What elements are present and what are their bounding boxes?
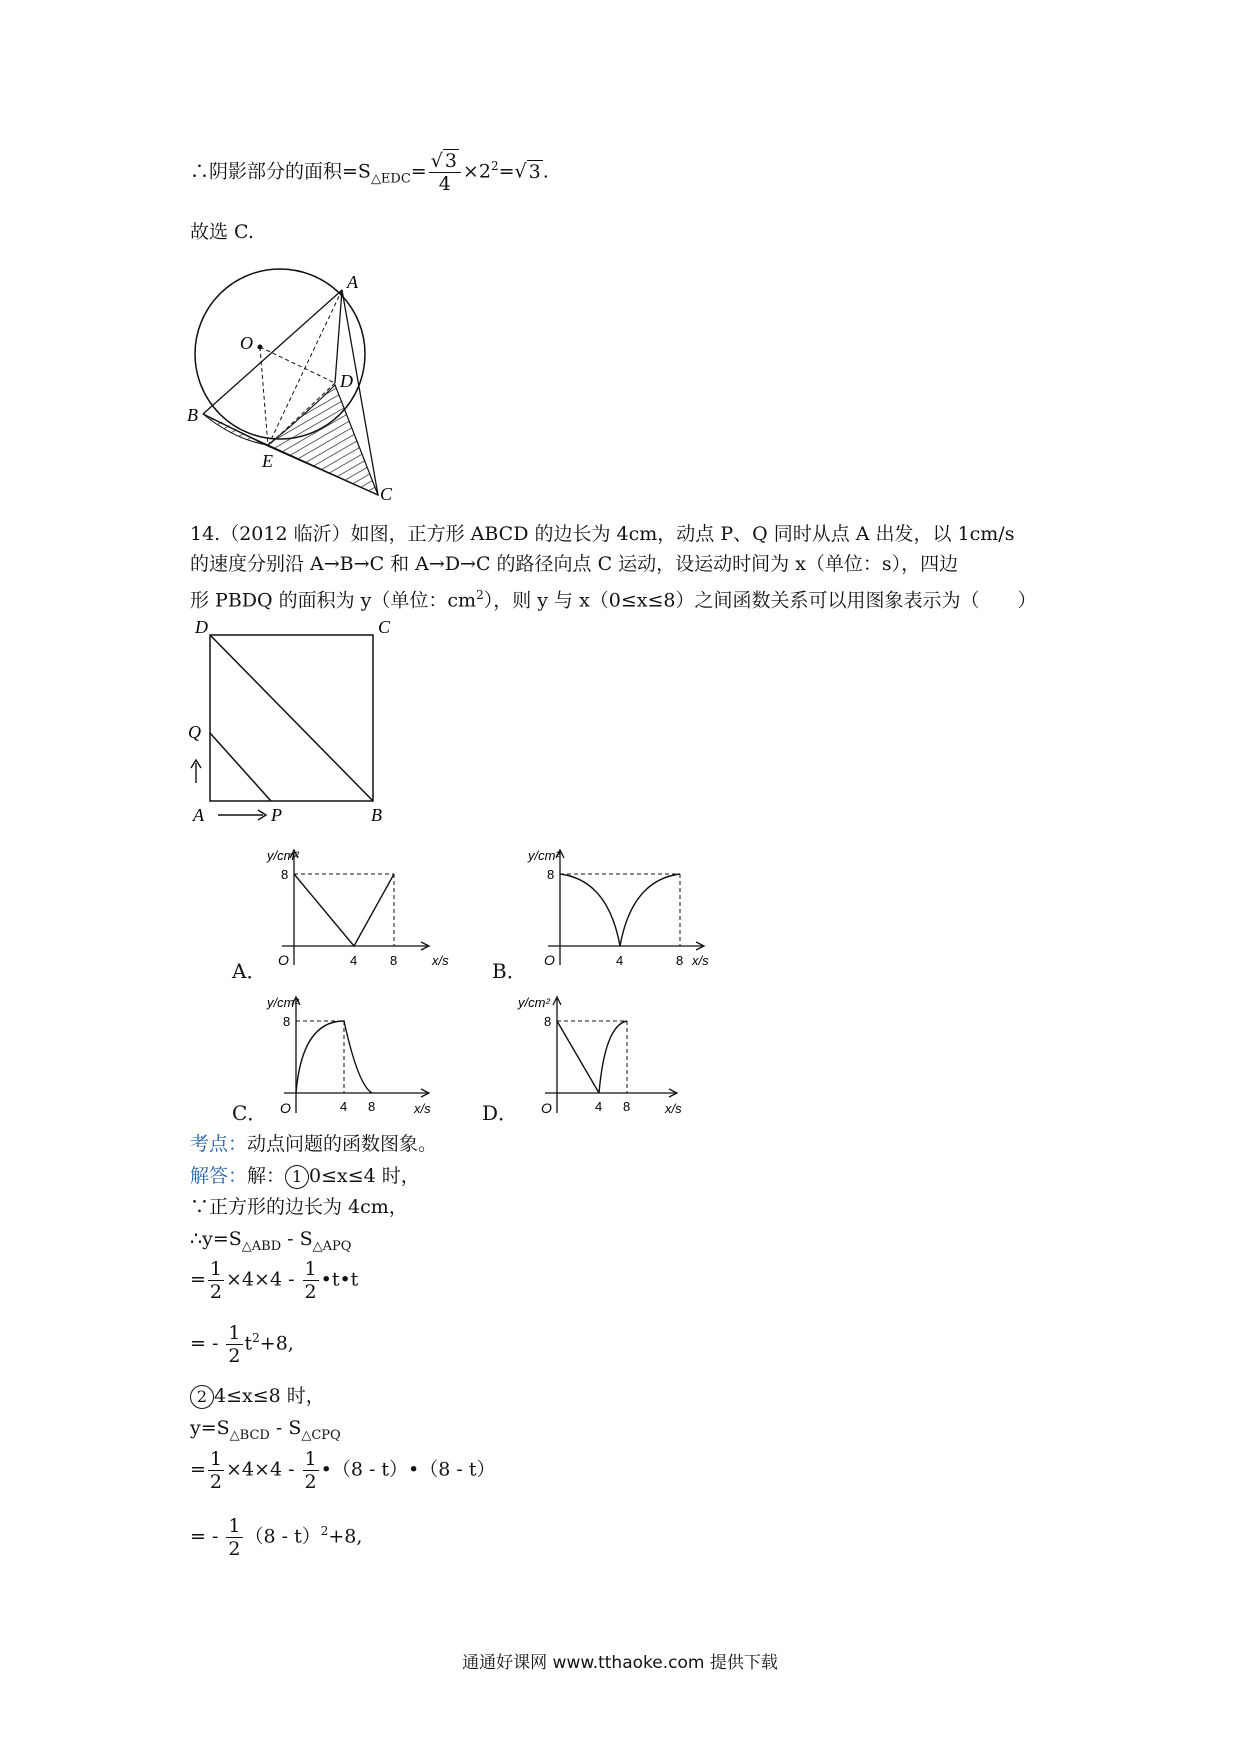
- y1-sub1: △ABD: [241, 1238, 282, 1254]
- calc-text: •（8 - t）•（8 - t）: [320, 1458, 496, 1481]
- x-axis-label: x/s: [692, 953, 709, 968]
- sup: 2: [320, 1524, 329, 1539]
- y1-line: [190, 1225, 351, 1261]
- label-A: A: [347, 272, 358, 292]
- option-b-graph[interactable]: [522, 840, 722, 980]
- y2-sub1: △BCD: [229, 1427, 270, 1443]
- half-fraction: [303, 1448, 319, 1493]
- label-D: D: [195, 617, 208, 637]
- calc-text: （8 - t）: [244, 1525, 321, 1548]
- label-E: E: [262, 451, 273, 471]
- kaodian-label: 考点：: [190, 1133, 248, 1155]
- calc-text: +8,: [259, 1332, 294, 1355]
- fraction-numerator: 3: [444, 150, 457, 172]
- tick-x-4: 4: [350, 953, 358, 968]
- calc-text: •t•t: [320, 1268, 359, 1291]
- y2-mid: - S: [269, 1417, 302, 1439]
- den: 2: [228, 1345, 241, 1367]
- case1-text: 0≤x≤4 时，: [309, 1165, 420, 1187]
- den: 2: [209, 1281, 223, 1303]
- option-b-label[interactable]: B．: [492, 959, 527, 983]
- kaodian-text: 动点问题的函数图象。: [247, 1133, 438, 1155]
- half-fraction: [226, 1322, 242, 1367]
- footer: 通通好课网 www.tthaoke.com 提供下载: [462, 1653, 778, 1673]
- case2-line: [190, 1382, 325, 1410]
- tick-x-8: 8: [390, 953, 398, 968]
- equals: =: [410, 160, 427, 183]
- x-axis-label: x/s: [665, 1101, 682, 1116]
- area-subscript: △EDC: [370, 171, 411, 187]
- question-14-line2: 的速度分别沿 A→B→C 和 A→D→C 的路径向点 C 运动，设运动时间为 x（单位：s），四边: [190, 553, 959, 575]
- square-sup: 2: [490, 159, 499, 174]
- tick-y-8: 8: [281, 867, 289, 882]
- y1-sub2: △APQ: [312, 1238, 352, 1254]
- label-D: D: [340, 371, 353, 391]
- period: .: [542, 160, 549, 183]
- tick-x-8: 8: [368, 1099, 376, 1114]
- y2-prefix: y=S: [190, 1417, 230, 1439]
- q14-text: 形 PBDQ 的面积为 y（单位：cm: [190, 589, 477, 612]
- square-figure: [185, 615, 400, 825]
- option-c-graph[interactable]: [262, 985, 462, 1125]
- kaodian-line: [190, 1130, 437, 1158]
- option-d-label[interactable]: D．: [482, 1101, 519, 1125]
- case2-text: 4≤x≤8 时，: [214, 1385, 325, 1407]
- times-text: ×2: [462, 160, 491, 183]
- calc-line-3: [190, 1448, 496, 1493]
- num: 1: [228, 1515, 241, 1537]
- calc-line-1: [190, 1258, 358, 1303]
- sqrt-value: 3: [528, 160, 541, 183]
- den: 2: [209, 1471, 223, 1493]
- label-Q: Q: [188, 722, 201, 742]
- equals: =: [190, 1268, 206, 1291]
- option-c-label[interactable]: C．: [232, 1101, 268, 1125]
- label-P: P: [271, 805, 282, 825]
- half-fraction: [208, 1448, 224, 1493]
- circled-number-1: 1: [285, 1165, 309, 1189]
- origin-label: O: [280, 1100, 291, 1116]
- y1-mid: - S: [281, 1228, 313, 1250]
- y-axis-label: y/cm²: [267, 848, 299, 863]
- jieda-text: 解：: [247, 1165, 286, 1187]
- tick-x-4: 4: [595, 1099, 603, 1114]
- option-d-graph[interactable]: [515, 985, 705, 1125]
- fraction: $\frac{√ 3}{4}$: [429, 150, 461, 195]
- origin-label: O: [278, 952, 289, 968]
- q14-sup: 2: [476, 588, 484, 602]
- y-axis-label: y/cm²: [528, 848, 560, 863]
- num: 1: [209, 1258, 223, 1280]
- y2-line: [190, 1414, 341, 1450]
- num: 1: [209, 1448, 223, 1470]
- equals: = -: [190, 1332, 225, 1355]
- half-fraction: [226, 1515, 242, 1560]
- question-14-line3: [190, 581, 1037, 614]
- calc-text: +8,: [328, 1525, 363, 1548]
- half-fraction: [208, 1258, 224, 1303]
- label-A: A: [193, 805, 204, 825]
- y1-prefix: ∴y=S: [190, 1228, 242, 1250]
- jieda-label: 解答：: [190, 1165, 248, 1187]
- den: 2: [304, 1281, 317, 1303]
- tick-x-4: 4: [340, 1099, 348, 1114]
- num: 1: [228, 1322, 241, 1344]
- equals: =: [498, 160, 515, 183]
- den: 2: [304, 1471, 317, 1493]
- label-B: B: [187, 405, 198, 425]
- question-14-line1: 14.（2012 临沂）如图，正方形 ABCD 的边长为 4cm，动点 P、Q 同时从点 A 出发，以 1cm/s: [190, 523, 1015, 545]
- num: 1: [304, 1448, 317, 1470]
- circle-figure: [185, 265, 415, 505]
- jieda-line: [190, 1162, 420, 1190]
- half-fraction: [303, 1258, 319, 1303]
- label-C: C: [380, 484, 393, 504]
- x-axis-label: x/s: [432, 953, 449, 968]
- tick-y-8: 8: [544, 1014, 552, 1029]
- label-C: C: [378, 617, 391, 637]
- den: 2: [228, 1538, 241, 1560]
- because-line: ∵正方形的边长为 4cm，: [190, 1196, 408, 1218]
- tick-x-8: 8: [676, 953, 684, 968]
- label-O: O: [240, 333, 253, 353]
- y2-sub2: △CPQ: [301, 1427, 341, 1443]
- tick-x-4: 4: [616, 953, 624, 968]
- x-axis-label: x/s: [414, 1101, 431, 1116]
- equals: =: [190, 1458, 206, 1481]
- calc-line-2: [190, 1322, 294, 1367]
- calc-text: ×4×4 -: [226, 1458, 301, 1481]
- circled-number-2: 2: [190, 1385, 214, 1409]
- area-text: ∴阴影部分的面积=S: [190, 160, 371, 183]
- y-axis-label: y/cm²: [518, 995, 550, 1010]
- area-line: ∴阴影部分的面积$=S_{\triangle EDC}=$ $\frac{√ 3}{4}$ $\times 2^2=√$ 3 .: [190, 150, 549, 195]
- y-axis-label: y/cm²: [267, 995, 299, 1010]
- tick-y-8: 8: [547, 867, 555, 882]
- fraction-denominator: 4: [438, 173, 451, 195]
- tick-x-8: 8: [623, 1099, 631, 1114]
- origin-label: O: [544, 952, 555, 968]
- option-a-graph[interactable]: [262, 840, 462, 980]
- tick-y-8: 8: [283, 1014, 291, 1029]
- calc-text: ×4×4 -: [226, 1268, 301, 1291]
- num: 1: [304, 1258, 317, 1280]
- calc-text: t: [244, 1332, 253, 1355]
- label-B: B: [371, 805, 382, 825]
- q14-text-end: ），则 y 与 x（0≤x≤8）之间函数关系可以用图象表示为（ ）: [483, 589, 1037, 612]
- choose-c-line: 故选 C.: [190, 221, 254, 243]
- calc-line-4: [190, 1515, 362, 1560]
- option-a-label[interactable]: A．: [232, 959, 267, 983]
- origin-label: O: [541, 1100, 552, 1116]
- equals: = -: [190, 1525, 225, 1548]
- sup: 2: [252, 1331, 260, 1346]
